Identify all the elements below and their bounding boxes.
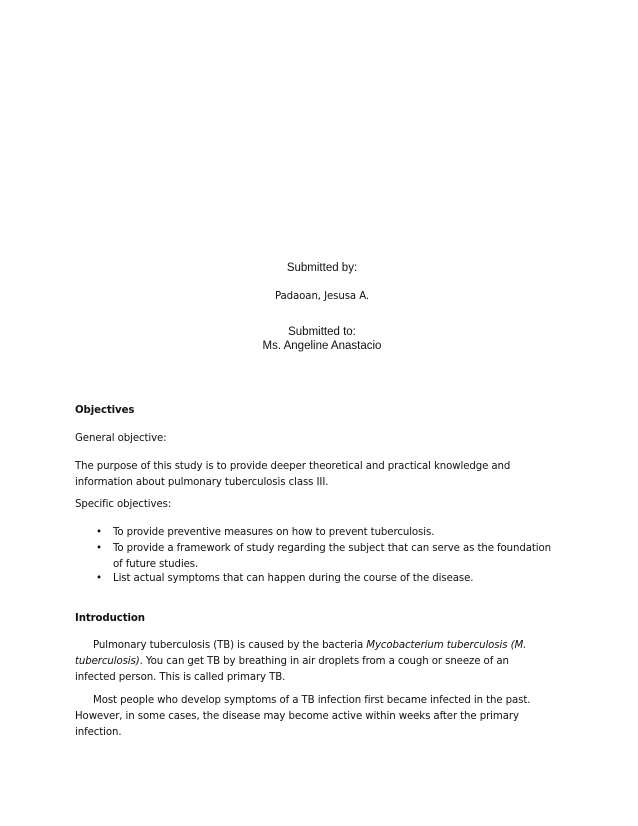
list-item-text: To provide preventive measures on how to prevent tuberculosis. — [113, 527, 435, 538]
general-objective-label: General objective: — [75, 433, 167, 444]
paragraph-text: . You can get TB by breathing in air droplets from a cough or sneeze of an infected person. This is called primary TB. — [75, 656, 509, 683]
paragraph-text: Pulmonary tuberculosis (TB) is caused by the bacteria — [93, 640, 367, 651]
objectives-heading: Objectives — [75, 405, 135, 416]
italic-species-name: Mycobacterium tuberculosis (M. tuberculosis) — [75, 640, 527, 667]
introduction-paragraph-1 — [75, 638, 545, 686]
bullet-icon: • — [96, 527, 102, 538]
bullet-icon: • — [96, 573, 102, 584]
list-item-text: To provide a framework of study regarding the subject that can serve as the foundation of future studies. — [113, 543, 551, 570]
general-objective-text: The purpose of this study is to provide deeper theoretical and practical knowledge and information about pulmonary tuberculosis class III. — [75, 461, 511, 488]
list-item-text: List actual symptoms that can happen during the course of the disease. — [113, 573, 474, 584]
specific-objectives-label: Specific objectives: — [75, 499, 172, 510]
submitted-by-label: Submitted by: — [286, 262, 358, 274]
submitted-to-name: Ms. Angeline Anastacio — [262, 340, 382, 352]
bullet-icon: • — [96, 543, 102, 554]
introduction-heading: Introduction — [75, 613, 145, 624]
introduction-paragraph-2: Most people who develop symptoms of a TB infection first became infected in the past. However, in some cases, the disease may become active within weeks after the primary infection. — [75, 695, 531, 738]
submitted-to-label: Submitted to: — [288, 326, 356, 338]
submitted-by-name: Padaoan, Jesusa A. — [274, 291, 370, 302]
